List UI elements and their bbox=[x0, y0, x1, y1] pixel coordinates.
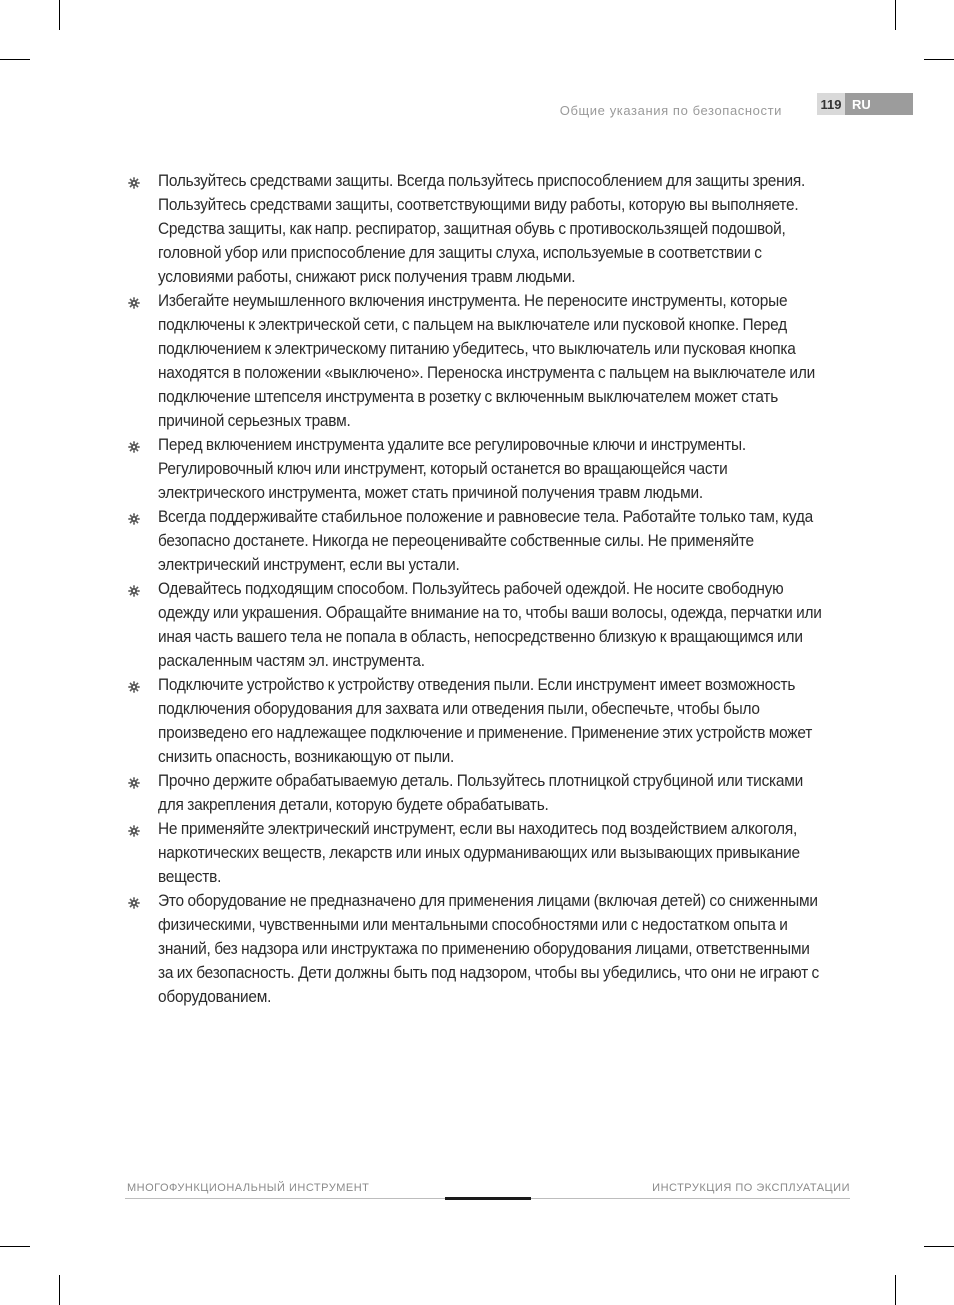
list-item bbox=[125, 289, 827, 433]
list-item-text: Не применяйте электрический инструмент, если вы находитесь под воздействием алкоголя, наркотических веществ, лекарств или иных одурманивающих или вызывающих привыкание веществ. bbox=[158, 819, 800, 886]
list-item bbox=[125, 817, 827, 889]
crop-mark bbox=[924, 59, 954, 60]
list-item bbox=[125, 889, 827, 1009]
list-item bbox=[125, 433, 827, 505]
safety-list bbox=[125, 169, 827, 1009]
list-item-text: Это оборудование не предназначено для применения лицами (включая детей) со сниженными физическими, чувственными или ментальными способностями или с недостатком опыта и знаний, без надзора или инструктажа по применению оборудования лицами, ответственными за их безопасность. Дети должны быть под надзором, чтобы вы убедились, что они не играют с оборудованием. bbox=[158, 891, 819, 1006]
gear-bullet-icon bbox=[128, 824, 140, 836]
list-item bbox=[125, 673, 827, 769]
gear-bullet-icon bbox=[128, 512, 140, 524]
list-item-text: Прочно держите обрабатываемую деталь. Пользуйтесь плотницкой струбциной или тисками для закрепления детали, которую будете обрабатывать. bbox=[158, 771, 804, 814]
footer-rule-accent bbox=[445, 1197, 531, 1200]
list-item bbox=[125, 169, 827, 289]
section-title: Общие указания по безопасности bbox=[559, 103, 782, 118]
gear-bullet-icon bbox=[128, 680, 140, 692]
gear-bullet-icon bbox=[128, 296, 140, 308]
crop-mark bbox=[895, 1275, 896, 1305]
gear-bullet-icon bbox=[128, 776, 140, 788]
list-item-text: Перед включением инструмента удалите все регулировочные ключи и инструменты. Регулировочный ключ или инструмент, который останется во вращающейся части электрического инструмента, может стать причиной получения травм людьми. bbox=[158, 435, 746, 502]
crop-mark bbox=[0, 59, 30, 60]
crop-mark bbox=[895, 0, 896, 30]
footer-manual-label: ИНСТРУКЦИЯ ПО ЭКСПЛУАТАЦИИ bbox=[652, 1182, 850, 1194]
gear-bullet-icon bbox=[128, 176, 140, 188]
gear-bullet-icon bbox=[128, 896, 140, 908]
crop-mark bbox=[59, 0, 60, 30]
list-item-text: Избегайте неумышленного включения инструмента. Не переносите инструменты, которые подключены к электрической сети, с пальцем на выключателе или пусковой кнопке. Перед подключением к электрическому питанию убедитесь, что выключатель или пусковая кнопка находятся в положении «выключено». Переноска инструмента с пальцем на выключателе или подключение штепселя инструмента в розетку с включенным выключателем может стать причиной серьезных травм. bbox=[158, 291, 815, 430]
page-number: 119 bbox=[817, 93, 845, 115]
list-item bbox=[125, 505, 827, 577]
footer-product-name: МНОГОФУНКЦИОНАЛЬНЫЙ ИНСТРУМЕНТ bbox=[127, 1182, 370, 1194]
list-item-text: Одевайтесь подходящим способом. Пользуйтесь рабочей одеждой. Не носите свободную одежду или украшения. Обращайте внимание на то, чтобы ваши волосы, одежда, перчатки или иная часть вашего тела не попала в область, непосредственно близкую к вращающимся или раскаленным частям эл. инструмента. bbox=[158, 579, 822, 670]
gear-bullet-icon bbox=[128, 584, 140, 596]
list-item-text: Всегда поддерживайте стабильное положение и равновесие тела. Работайте только там, куда безопасно достанете. Никогда не переоценивайте собственные силы. Не применяйте электрический инструмент, если вы устали. bbox=[158, 507, 813, 574]
list-item-text: Подключите устройство к устройству отведения пыли. Если инструмент имеет возможность подключения оборудования для захвата или отведения пыли, обеспечьте, чтобы было произведено его надлежащее подключение и применение. Применение этих устройств может снизить опасность, возникающую от пыли. bbox=[158, 675, 813, 766]
crop-mark bbox=[924, 1246, 954, 1247]
crop-mark bbox=[0, 1246, 30, 1247]
language-tab: RU bbox=[845, 93, 913, 115]
list-item-text: Пользуйтесь средствами защиты. Всегда пользуйтесь приспособлением для защиты зрения. Пользуйтесь средствами защиты, соответствующими виду работы, которую вы выполняете. Средства защиты, как напр. респиратор, защитная обувь с противоскользящей подошвой, головной убор или приспособление для защиты слуха, используемые в соответствии с условиями работы, снижают риск получения травм людьми. bbox=[158, 171, 806, 286]
list-item bbox=[125, 769, 827, 817]
gear-bullet-icon bbox=[128, 440, 140, 452]
list-item bbox=[125, 577, 827, 673]
crop-mark bbox=[59, 1275, 60, 1305]
